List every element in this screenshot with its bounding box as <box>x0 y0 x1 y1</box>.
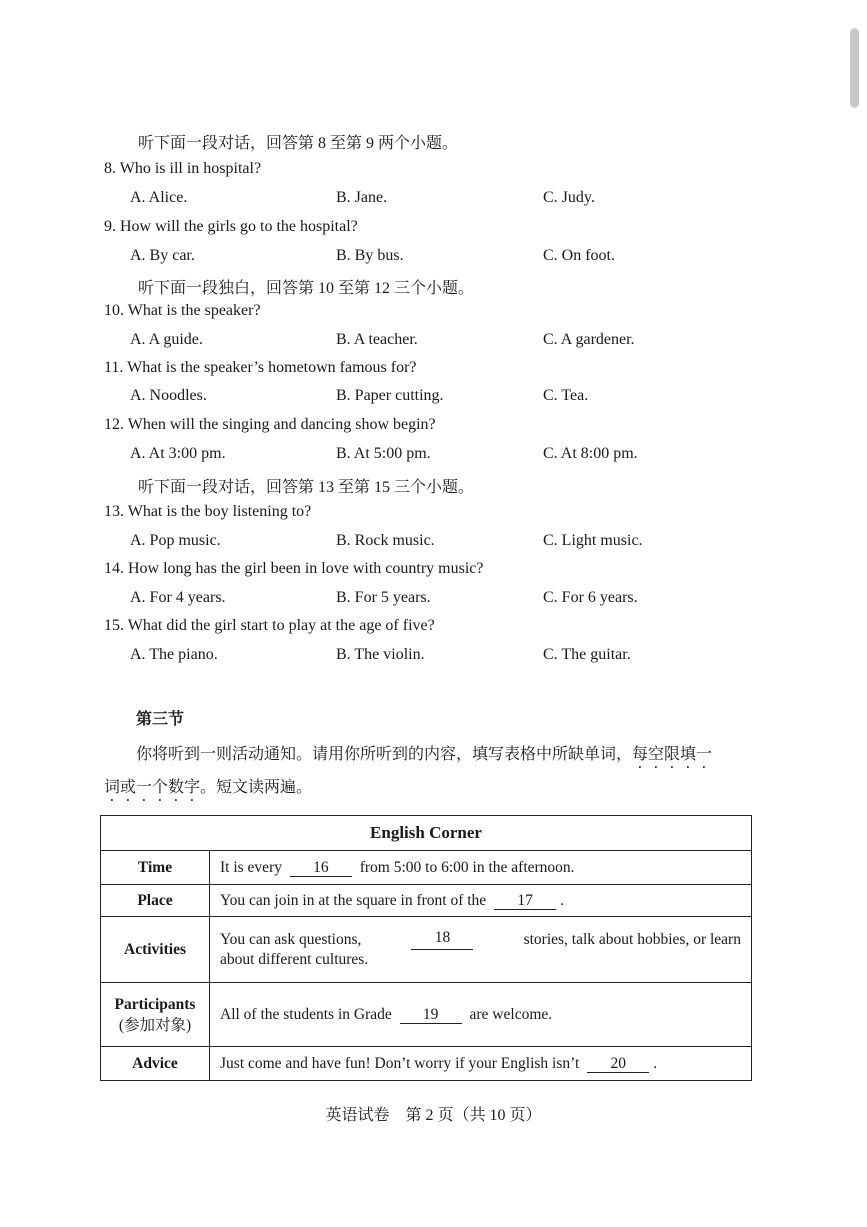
table-row-time <box>101 851 752 885</box>
listening-instruction: 听下面一段对话，回答第 13 至第 15 三个小题。 <box>138 479 475 496</box>
row-content <box>210 885 752 917</box>
option-a: A. By car. <box>130 247 195 264</box>
option-a: A. The piano. <box>130 646 218 663</box>
question-12 <box>104 416 436 434</box>
option-c: C. On foot. <box>543 247 615 264</box>
row-text: stories, talk about hobbies, or learn <box>523 930 741 948</box>
option-c: C. Tea. <box>543 387 589 404</box>
blank-17: 17 <box>494 893 556 910</box>
section-intro-line2 <box>104 774 754 805</box>
row-label: Advice <box>101 1047 210 1081</box>
question-9 <box>104 218 358 236</box>
row-text: It is every <box>220 858 282 876</box>
question-11 <box>104 359 417 377</box>
intro-text: 你将听到一则活动通知。请用你所听到的内容，填写表格中所缺单词， <box>136 746 633 763</box>
question-number: 12. <box>104 416 124 433</box>
row-content <box>210 851 752 885</box>
english-corner-table <box>100 815 752 1081</box>
table-row-place <box>101 885 752 917</box>
question-number: 15. <box>104 617 124 634</box>
section-title: 第三节 <box>136 711 185 728</box>
intro-emphasis: 词或一个数字 <box>104 779 201 796</box>
row-label-sub: (参加对象) <box>118 1016 192 1034</box>
option-b: B. A teacher. <box>336 331 418 348</box>
table-row-participants <box>101 983 752 1047</box>
option-a: A. Noodles. <box>130 387 207 404</box>
question-text: Who is ill in hospital? <box>119 160 262 177</box>
question-13 <box>104 503 311 521</box>
option-a: A. Alice. <box>130 189 188 206</box>
option-b: B. Paper cutting. <box>336 387 444 404</box>
row-text: Just come and have fun! Don’t worry if your English isn’t <box>220 1054 580 1072</box>
question-text: What is the boy listening to? <box>127 503 312 520</box>
option-a: A. A guide. <box>130 331 203 348</box>
row-text: . <box>560 891 564 909</box>
blank-20: 20 <box>587 1056 649 1073</box>
row-label-text: Participants <box>114 995 196 1013</box>
question-number: 11. <box>104 359 124 376</box>
option-c: C. A gardener. <box>543 331 635 348</box>
question-text: How will the girls go to the hospital? <box>120 218 358 235</box>
intro-emphasis: 每空限填一 <box>632 746 713 763</box>
question-number: 14. <box>104 560 124 577</box>
row-text: All of the students in Grade <box>220 1005 392 1023</box>
option-b: B. At 5:00 pm. <box>336 445 431 462</box>
question-15 <box>104 617 435 635</box>
question-number: 8. <box>104 160 116 177</box>
option-a: A. For 4 years. <box>130 589 226 606</box>
row-text: about different cultures. <box>220 950 369 968</box>
question-number: 9. <box>104 218 116 235</box>
question-text: What did the girl start to play at the age of five? <box>127 617 435 634</box>
option-a: A. Pop music. <box>130 532 221 549</box>
question-text: When will the singing and dancing show begin? <box>127 416 436 433</box>
question-8 <box>104 160 261 178</box>
table-row-activities <box>101 917 752 983</box>
page-footer: 英语试卷 第 2 页（共 10 页） <box>325 1107 542 1124</box>
option-c: C. Judy. <box>543 189 595 206</box>
listening-instruction: 听下面一段对话，回答第 8 至第 9 两个小题。 <box>138 135 459 152</box>
table-title: English Corner <box>101 816 752 851</box>
row-text: You can ask questions, <box>220 930 362 948</box>
option-b: B. Rock music. <box>336 532 435 549</box>
question-text: What is the speaker’s hometown famous for? <box>127 359 417 376</box>
question-number: 13. <box>104 503 124 520</box>
row-text: You can join in at the square in front of the <box>220 891 487 909</box>
row-text: from 5:00 to 6:00 in the afternoon. <box>359 858 575 876</box>
blank-16: 16 <box>290 860 352 877</box>
option-b: B. For 5 years. <box>336 589 431 606</box>
row-content <box>210 983 752 1047</box>
option-b: B. By bus. <box>336 247 404 264</box>
option-c: C. For 6 years. <box>543 589 638 606</box>
row-label: Activities <box>101 917 210 983</box>
option-c: C. Light music. <box>543 532 643 549</box>
row-text: . <box>653 1054 658 1072</box>
option-c: C. At 8:00 pm. <box>543 445 638 462</box>
option-b: B. Jane. <box>336 189 388 206</box>
question-number: 10. <box>104 302 124 319</box>
blank-18: 18 <box>411 930 473 950</box>
question-10 <box>104 302 261 320</box>
section-intro <box>136 741 756 772</box>
question-14 <box>104 560 483 578</box>
row-label: Place <box>101 885 210 917</box>
row-text: are welcome. <box>469 1005 553 1023</box>
activities-line1 <box>220 930 741 950</box>
row-label: Time <box>101 851 210 885</box>
listening-instruction: 听下面一段独白，回答第 10 至第 12 三个小题。 <box>138 280 475 297</box>
page-scrollbar[interactable] <box>850 28 859 108</box>
blank-19: 19 <box>400 1007 462 1024</box>
table-row-advice <box>101 1047 752 1081</box>
row-label <box>101 983 210 1047</box>
option-a: A. At 3:00 pm. <box>130 445 226 462</box>
row-content <box>210 1047 752 1081</box>
intro-text: 。短文读两遍。 <box>200 779 313 796</box>
option-c: C. The guitar. <box>543 646 631 663</box>
option-b: B. The violin. <box>336 646 425 663</box>
question-text: How long has the girl been in love with country music? <box>128 560 484 577</box>
question-text: What is the speaker? <box>127 302 261 319</box>
row-content <box>210 917 752 983</box>
